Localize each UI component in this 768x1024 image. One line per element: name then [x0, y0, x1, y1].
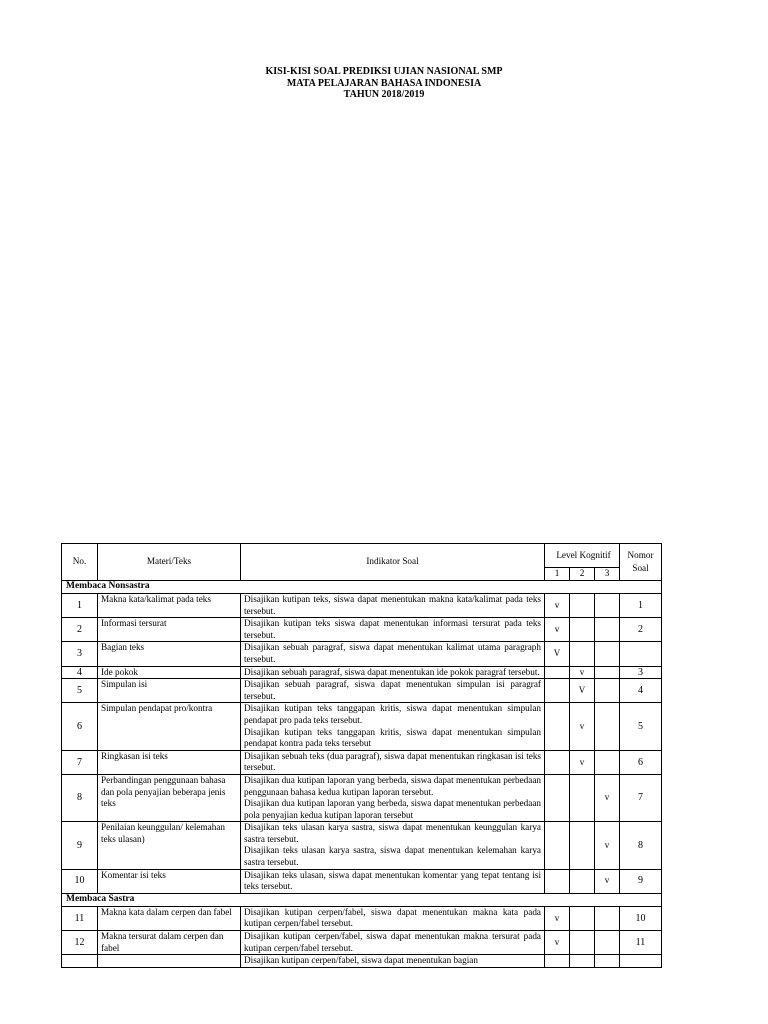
row-level-3-check: v [595, 774, 620, 821]
table-row [62, 955, 662, 968]
row-level-1-check [545, 774, 570, 821]
row-nomor-soal: 5 [620, 703, 662, 750]
row-level-1-check [545, 955, 570, 968]
row-materi: Komentar isi teks [98, 869, 241, 893]
row-level-3-check [595, 931, 620, 955]
indikator-text: Disajikan sebuah paragraf, siswa dapat menentukan kalimat utama paragraph tersebut. [244, 642, 541, 664]
table-row [62, 774, 662, 821]
row-level-2-check: v [570, 703, 595, 750]
row-level-3-check [595, 955, 620, 968]
row-indikator [241, 955, 545, 968]
row-nomor-soal [620, 642, 662, 666]
row-level-1-check [545, 750, 570, 774]
row-level-3-check [595, 642, 620, 666]
row-level-2-check [570, 906, 595, 930]
table-row [62, 906, 662, 930]
row-nomor-soal: 11 [620, 931, 662, 955]
row-level-2-check [570, 869, 595, 893]
row-level-1-check [545, 703, 570, 750]
indikator-text: Disajikan kutipan teks tanggapan kritis, siswa dapat menentukan simpulan pendapat pro pada teks tersebut. [244, 703, 541, 725]
indikator-text: Disajikan sebuah paragraf, siswa dapat menentukan ide pokok paragraf tersebut. [244, 666, 540, 677]
row-indikator [241, 822, 545, 869]
row-level-1-check: v [545, 931, 570, 955]
indikator-text: Disajikan teks ulasan karya sastra, siswa dapat menentukan keunggulan karya sastra tersebut. [244, 822, 541, 844]
row-materi [98, 955, 241, 968]
row-level-3-check [595, 618, 620, 642]
indikator-text: Disajikan kutipan cerpen/fabel, siswa dapat menentukan makna tersurat pada kutipan cerpen/fabel tersebut. [244, 931, 541, 953]
row-level-3-check [595, 750, 620, 774]
table-row [62, 822, 662, 869]
row-nomor-soal: 6 [620, 750, 662, 774]
row-level-1-check: v [545, 618, 570, 642]
row-level-1-check [545, 869, 570, 893]
header-level-2: 2 [570, 568, 595, 581]
row-no: 5 [62, 679, 98, 703]
header-indikator: Indikator Soal [241, 544, 545, 581]
row-materi: Simpulan isi [98, 679, 241, 703]
row-level-2-check [570, 931, 595, 955]
row-materi: Makna kata/kalimat pada teks [98, 594, 241, 618]
row-no: 8 [62, 774, 98, 821]
row-nomor-soal: 10 [620, 906, 662, 930]
section-row [62, 893, 662, 906]
table-header-row [62, 544, 662, 568]
row-no: 4 [62, 666, 98, 679]
table-row [62, 594, 662, 618]
row-level-1-check: v [545, 594, 570, 618]
indikator-text: Disajikan sebuah teks (dua paragraf), siswa dapat menentukan ringkasan isi teks tersebut. [244, 750, 541, 773]
row-indikator [241, 869, 545, 893]
indikator-text: Disajikan kutipan cerpen/fabel, siswa dapat menentukan makna kata pada kutipan cerpen/fabel tersebut. [244, 906, 541, 929]
row-level-3-check [595, 703, 620, 750]
row-indikator [241, 703, 545, 750]
table-row [62, 618, 662, 642]
indikator-text: Disajikan dua kutipan laporan yang berbeda, siswa dapat menentukan perbedaan penggunaan bahasa kedua kutipan laporan tersebut. [244, 774, 541, 797]
header-materi: Materi/Teks [98, 544, 241, 581]
table-row [62, 666, 662, 679]
row-nomor-soal [620, 955, 662, 968]
row-nomor-soal: 4 [620, 679, 662, 703]
indikator-text: Disajikan teks ulasan karya sastra, siswa dapat menentukan kelemahan karya sastra tersebut. [244, 845, 541, 868]
row-materi: Makna tersurat dalam cerpen dan fabel [98, 931, 241, 955]
row-nomor-soal: 3 [620, 666, 662, 679]
row-indikator [241, 594, 545, 618]
row-materi: Bagian teks [98, 642, 241, 666]
row-no: 6 [62, 703, 98, 750]
section-title: Membaca Sastra [62, 893, 662, 906]
row-materi: Perbandingan penggunaan bahasa dan pola penyajian beberapa jenis teks [98, 774, 241, 821]
row-no: 3 [62, 642, 98, 666]
header-no: No. [62, 544, 98, 581]
document-title [0, 66, 768, 101]
row-indikator [241, 642, 545, 666]
row-level-1-check [545, 822, 570, 869]
row-level-2-check [570, 955, 595, 968]
row-level-2-check: v [570, 750, 595, 774]
row-nomor-soal: 9 [620, 869, 662, 893]
header-level-kognitif: Level Kognitif [545, 544, 620, 568]
row-level-3-check [595, 594, 620, 618]
row-level-2-check [570, 594, 595, 618]
row-level-2-check: V [570, 679, 595, 703]
indikator-text: Disajikan sebuah paragraf, siswa dapat menentukan simpulan isi paragraf tersebut. [244, 679, 541, 701]
row-no: 12 [62, 931, 98, 955]
row-indikator [241, 906, 545, 930]
row-level-2-check [570, 642, 595, 666]
row-nomor-soal: 2 [620, 618, 662, 642]
indikator-text: Disajikan kutipan teks, siswa dapat menentukan makna kata/kalimat pada teks tersebut. [244, 594, 541, 616]
row-level-3-check: v [595, 869, 620, 893]
row-indikator [241, 679, 545, 703]
row-level-3-check [595, 906, 620, 930]
title-line-3: TAHUN 2018/2019 [343, 89, 425, 100]
row-level-1-check: V [545, 642, 570, 666]
row-nomor-soal: 7 [620, 774, 662, 821]
row-level-2-check [570, 618, 595, 642]
indikator-text: Disajikan kutipan cerpen/fabel, siswa dapat menentukan bagian [244, 955, 478, 966]
row-no: 1 [62, 594, 98, 618]
row-indikator [241, 931, 545, 955]
row-no: 9 [62, 822, 98, 869]
indikator-text: Disajikan teks ulasan, siswa dapat menentukan komentar yang tepat tentang isi teks tersebut. [244, 869, 541, 892]
table-row [62, 750, 662, 774]
row-materi: Ide pokok [98, 666, 241, 679]
row-indikator [241, 618, 545, 642]
row-no: 2 [62, 618, 98, 642]
row-level-2-check: v [570, 666, 595, 679]
row-level-2-check [570, 774, 595, 821]
table-row [62, 869, 662, 893]
row-indikator [241, 750, 545, 774]
row-level-1-check [545, 666, 570, 679]
table-row [62, 931, 662, 955]
row-no: 7 [62, 750, 98, 774]
row-no: 11 [62, 906, 98, 930]
row-level-1-check: v [545, 906, 570, 930]
table-row [62, 703, 662, 750]
indikator-text: Disajikan kutipan teks siswa dapat menentukan informasi tersurat pada teks tersebut. [244, 618, 541, 640]
row-nomor-soal: 8 [620, 822, 662, 869]
row-indikator [241, 666, 545, 679]
header-nomor-soal: Nomor Soal [620, 544, 662, 581]
row-materi: Penilaian keunggulan/ kelemahan teks ulasan) [98, 822, 241, 869]
row-no: 10 [62, 869, 98, 893]
row-level-1-check [545, 679, 570, 703]
row-materi: Simpulan pendapat pro/kontra [98, 703, 241, 750]
header-level-1: 1 [545, 568, 570, 581]
row-indikator [241, 774, 545, 821]
row-level-3-check [595, 679, 620, 703]
row-level-2-check [570, 822, 595, 869]
title-line-1: KISI-KISI SOAL PREDIKSI UJIAN NASIONAL SMP [265, 66, 503, 77]
row-materi: Informasi tersurat [98, 618, 241, 642]
kisi-kisi-table [61, 543, 662, 968]
row-no [62, 955, 98, 968]
table-row [62, 642, 662, 666]
indikator-text: Disajikan dua kutipan laporan yang berbeda, siswa dapat menentukan perbedaan pola penyajian kedua kutipan laporan tersebut [244, 798, 541, 820]
section-title: Membaca Nonsastra [62, 581, 662, 594]
row-level-3-check: v [595, 822, 620, 869]
title-line-2: MATA PELAJARAN BAHASA INDONESIA [286, 77, 482, 89]
row-materi: Ringkasan isi teks [98, 750, 241, 774]
section-row [62, 581, 662, 594]
table-row [62, 679, 662, 703]
row-materi: Makna kata dalam cerpen dan fabel [98, 906, 241, 930]
header-level-3: 3 [595, 568, 620, 581]
row-nomor-soal: 1 [620, 594, 662, 618]
row-level-3-check [595, 666, 620, 679]
indikator-text: Disajikan kutipan teks tanggapan kritis, siswa dapat menentukan simpulan pendapat kontra pada teks tersebut [244, 726, 541, 749]
